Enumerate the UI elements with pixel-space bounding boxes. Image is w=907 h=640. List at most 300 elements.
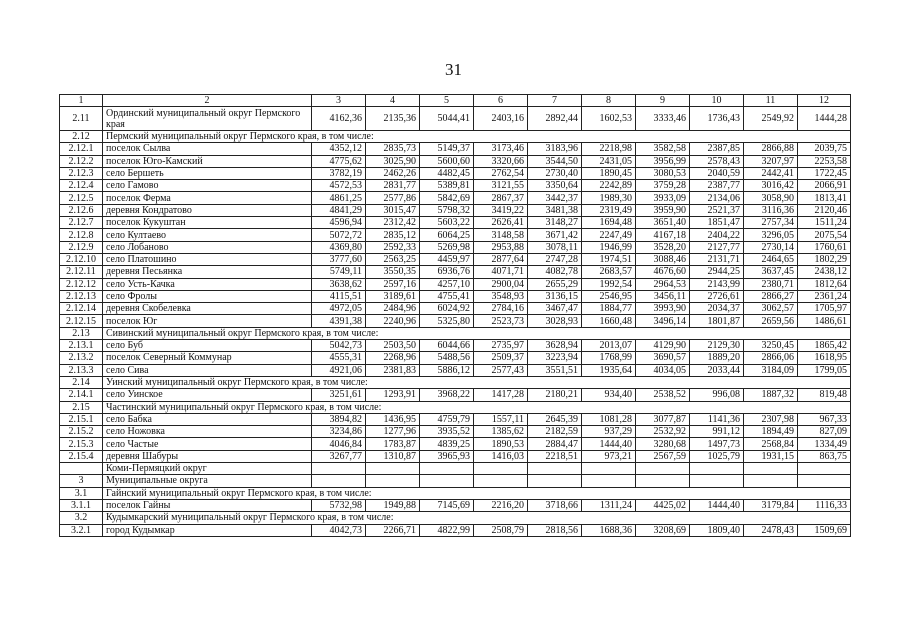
row-number: 2.14.1 bbox=[60, 389, 103, 401]
settlement-name: поселок Сылва bbox=[103, 143, 312, 155]
value-cell: 3088,46 bbox=[636, 253, 690, 265]
value-cell: 5603,22 bbox=[420, 217, 474, 229]
value-cell: 1025,79 bbox=[690, 450, 744, 462]
value-cell: 3320,66 bbox=[474, 155, 528, 167]
table-row bbox=[60, 413, 851, 425]
row-number: 2.12.10 bbox=[60, 253, 103, 265]
value-cell: 4391,38 bbox=[312, 315, 366, 327]
value-cell: 3184,09 bbox=[744, 364, 798, 376]
settlement-name: село Гамово bbox=[103, 180, 312, 192]
value-cell: 1416,03 bbox=[474, 450, 528, 462]
value-cell: 967,33 bbox=[798, 413, 851, 425]
empty-cell bbox=[690, 475, 744, 487]
column-header: 12 bbox=[798, 95, 851, 107]
table-row bbox=[60, 303, 851, 315]
value-cell: 1812,64 bbox=[798, 278, 851, 290]
value-cell: 2242,89 bbox=[582, 180, 636, 192]
value-cell: 2866,27 bbox=[744, 290, 798, 302]
value-cell: 1890,45 bbox=[582, 167, 636, 179]
value-cell: 3965,93 bbox=[420, 450, 474, 462]
empty-cell bbox=[474, 475, 528, 487]
empty-cell bbox=[366, 463, 420, 475]
value-cell: 1334,49 bbox=[798, 438, 851, 450]
empty-cell bbox=[420, 463, 474, 475]
value-cell: 3651,40 bbox=[636, 217, 690, 229]
value-cell: 1602,53 bbox=[582, 107, 636, 131]
value-cell: 4572,53 bbox=[312, 180, 366, 192]
value-cell: 1949,88 bbox=[366, 499, 420, 511]
settlement-name: поселок Гайны bbox=[103, 499, 312, 511]
value-cell: 2180,21 bbox=[528, 389, 582, 401]
table-row bbox=[60, 450, 851, 462]
value-cell: 4082,78 bbox=[528, 266, 582, 278]
value-cell: 4482,45 bbox=[420, 167, 474, 179]
value-cell: 3078,11 bbox=[528, 241, 582, 253]
value-cell: 3959,90 bbox=[636, 204, 690, 216]
row-number: 2.13 bbox=[60, 327, 103, 339]
value-cell: 2818,56 bbox=[528, 524, 582, 536]
value-cell: 934,40 bbox=[582, 389, 636, 401]
table-row bbox=[60, 253, 851, 265]
settlement-name: село Ножовка bbox=[103, 426, 312, 438]
value-cell: 5886,12 bbox=[420, 364, 474, 376]
empty-cell bbox=[474, 463, 528, 475]
column-header: 10 bbox=[690, 95, 744, 107]
value-cell: 2730,40 bbox=[528, 167, 582, 179]
row-number: 2.13.3 bbox=[60, 364, 103, 376]
settlement-name: село Сива bbox=[103, 364, 312, 376]
value-cell: 3759,28 bbox=[636, 180, 690, 192]
value-cell: 5269,98 bbox=[420, 241, 474, 253]
empty-cell bbox=[690, 463, 744, 475]
value-cell: 2831,77 bbox=[366, 180, 420, 192]
value-cell: 1946,99 bbox=[582, 241, 636, 253]
value-cell: 1801,87 bbox=[690, 315, 744, 327]
value-cell: 2312,42 bbox=[366, 217, 420, 229]
value-cell: 2964,53 bbox=[636, 278, 690, 290]
value-cell: 2478,43 bbox=[744, 524, 798, 536]
settlement-name: поселок Северный Коммунар bbox=[103, 352, 312, 364]
row-number: 2.15.3 bbox=[60, 438, 103, 450]
value-cell: 1116,33 bbox=[798, 499, 851, 511]
value-cell: 3080,53 bbox=[636, 167, 690, 179]
value-cell: 2730,14 bbox=[744, 241, 798, 253]
value-cell: 2866,88 bbox=[744, 143, 798, 155]
value-cell: 3550,35 bbox=[366, 266, 420, 278]
value-cell: 1783,87 bbox=[366, 438, 420, 450]
value-cell: 2135,36 bbox=[366, 107, 420, 131]
value-cell: 1887,32 bbox=[744, 389, 798, 401]
value-cell: 827,09 bbox=[798, 426, 851, 438]
row-number: 2.12.4 bbox=[60, 180, 103, 192]
value-cell: 1444,40 bbox=[582, 438, 636, 450]
row-number: 2.12.3 bbox=[60, 167, 103, 179]
value-cell: 1444,28 bbox=[798, 107, 851, 131]
table-row bbox=[60, 217, 851, 229]
empty-cell bbox=[312, 463, 366, 475]
value-cell: 4034,05 bbox=[636, 364, 690, 376]
value-cell: 2127,77 bbox=[690, 241, 744, 253]
value-cell: 3183,96 bbox=[528, 143, 582, 155]
value-cell: 2645,39 bbox=[528, 413, 582, 425]
value-cell: 1889,20 bbox=[690, 352, 744, 364]
value-cell: 2877,64 bbox=[474, 253, 528, 265]
value-cell: 3894,82 bbox=[312, 413, 366, 425]
value-cell: 2567,59 bbox=[636, 450, 690, 462]
value-cell: 2387,77 bbox=[690, 180, 744, 192]
value-cell: 2726,61 bbox=[690, 290, 744, 302]
value-cell: 3777,60 bbox=[312, 253, 366, 265]
row-number: 2.13.2 bbox=[60, 352, 103, 364]
value-cell: 4459,97 bbox=[420, 253, 474, 265]
row-number: 2.12.6 bbox=[60, 204, 103, 216]
value-cell: 2835,12 bbox=[366, 229, 420, 241]
value-cell: 2784,16 bbox=[474, 303, 528, 315]
value-cell: 1509,69 bbox=[798, 524, 851, 536]
value-cell: 6936,76 bbox=[420, 266, 474, 278]
value-cell: 3016,42 bbox=[744, 180, 798, 192]
column-header: 1 bbox=[60, 95, 103, 107]
value-cell: 2129,30 bbox=[690, 340, 744, 352]
value-cell: 2835,73 bbox=[366, 143, 420, 155]
value-cell: 1141,36 bbox=[690, 413, 744, 425]
value-cell: 4352,12 bbox=[312, 143, 366, 155]
value-cell: 2380,71 bbox=[744, 278, 798, 290]
value-cell: 1705,97 bbox=[798, 303, 851, 315]
value-cell: 2597,16 bbox=[366, 278, 420, 290]
value-cell: 3456,11 bbox=[636, 290, 690, 302]
section-title: Коми-Пермяцкий округ bbox=[103, 463, 312, 475]
value-cell: 5044,41 bbox=[420, 107, 474, 131]
value-cell: 2747,28 bbox=[528, 253, 582, 265]
value-cell: 4046,84 bbox=[312, 438, 366, 450]
value-cell: 819,48 bbox=[798, 389, 851, 401]
row-number: 2.14 bbox=[60, 376, 103, 388]
empty-cell bbox=[528, 475, 582, 487]
row-number: 2.12.13 bbox=[60, 290, 103, 302]
value-cell: 2503,50 bbox=[366, 340, 420, 352]
settlement-name: деревня Шабуры bbox=[103, 450, 312, 462]
value-cell: 2131,71 bbox=[690, 253, 744, 265]
value-cell: 1081,28 bbox=[582, 413, 636, 425]
value-cell: 3582,58 bbox=[636, 143, 690, 155]
table-row bbox=[60, 352, 851, 364]
value-cell: 2404,22 bbox=[690, 229, 744, 241]
row-number: 2.12.14 bbox=[60, 303, 103, 315]
table-row bbox=[60, 524, 851, 536]
row-number: 3.2.1 bbox=[60, 524, 103, 536]
value-cell: 1931,15 bbox=[744, 450, 798, 462]
value-cell: 5325,80 bbox=[420, 315, 474, 327]
value-cell: 2953,88 bbox=[474, 241, 528, 253]
value-cell: 937,29 bbox=[582, 426, 636, 438]
value-cell: 1894,49 bbox=[744, 426, 798, 438]
value-cell: 3077,87 bbox=[636, 413, 690, 425]
value-cell: 1736,43 bbox=[690, 107, 744, 131]
page-number: 31 bbox=[445, 60, 462, 79]
value-cell: 1935,64 bbox=[582, 364, 636, 376]
row-number: 2.15.2 bbox=[60, 426, 103, 438]
row-number: 2.15.4 bbox=[60, 450, 103, 462]
value-cell: 2034,37 bbox=[690, 303, 744, 315]
value-cell: 2216,20 bbox=[474, 499, 528, 511]
table-row bbox=[60, 315, 851, 327]
value-cell: 4921,06 bbox=[312, 364, 366, 376]
value-cell: 2266,71 bbox=[366, 524, 420, 536]
table-row bbox=[60, 499, 851, 511]
group-title: Частинский муниципальный округ Пермского края, в том числе: bbox=[103, 401, 851, 413]
value-cell: 2508,79 bbox=[474, 524, 528, 536]
value-cell: 5072,72 bbox=[312, 229, 366, 241]
table-row bbox=[60, 107, 851, 131]
value-cell: 3116,36 bbox=[744, 204, 798, 216]
value-cell: 2039,75 bbox=[798, 143, 851, 155]
row-number: 2.11 bbox=[60, 107, 103, 131]
row-number: 2.12.2 bbox=[60, 155, 103, 167]
value-cell: 5042,73 bbox=[312, 340, 366, 352]
settlement-name: поселок Юг bbox=[103, 315, 312, 327]
value-cell: 3333,46 bbox=[636, 107, 690, 131]
table-body bbox=[60, 95, 851, 537]
value-cell: 863,75 bbox=[798, 450, 851, 462]
value-cell: 2592,33 bbox=[366, 241, 420, 253]
settlement-name: село Частые bbox=[103, 438, 312, 450]
value-cell: 3250,45 bbox=[744, 340, 798, 352]
value-cell: 4755,41 bbox=[420, 290, 474, 302]
value-cell: 2867,37 bbox=[474, 192, 528, 204]
row-number: 2.15.1 bbox=[60, 413, 103, 425]
value-cell: 3467,47 bbox=[528, 303, 582, 315]
value-cell: 6024,92 bbox=[420, 303, 474, 315]
value-cell: 4425,02 bbox=[636, 499, 690, 511]
table-row bbox=[60, 204, 851, 216]
value-cell: 5798,32 bbox=[420, 204, 474, 216]
empty-cell bbox=[312, 475, 366, 487]
value-cell: 3690,57 bbox=[636, 352, 690, 364]
value-cell: 5749,11 bbox=[312, 266, 366, 278]
settlement-name: село Уинское bbox=[103, 389, 312, 401]
value-cell: 1444,40 bbox=[690, 499, 744, 511]
group-title: Кудымкарский муниципальный округ Пермского края, в том числе: bbox=[103, 512, 851, 524]
value-cell: 2655,29 bbox=[528, 278, 582, 290]
group-title: Пермский муниципальный округ Пермского края, в том числе: bbox=[103, 131, 851, 143]
table-row bbox=[60, 131, 851, 143]
row-number: 2.12.8 bbox=[60, 229, 103, 241]
value-cell: 1802,29 bbox=[798, 253, 851, 265]
value-cell: 4759,79 bbox=[420, 413, 474, 425]
value-cell: 2438,12 bbox=[798, 266, 851, 278]
value-cell: 3544,50 bbox=[528, 155, 582, 167]
table-row bbox=[60, 278, 851, 290]
value-cell: 2549,92 bbox=[744, 107, 798, 131]
row-number: 2.12 bbox=[60, 131, 103, 143]
value-cell: 3637,45 bbox=[744, 266, 798, 278]
empty-cell bbox=[528, 463, 582, 475]
value-cell: 4972,05 bbox=[312, 303, 366, 315]
settlement-name: поселок Ферма bbox=[103, 192, 312, 204]
value-cell: 1385,62 bbox=[474, 426, 528, 438]
value-cell: 5842,69 bbox=[420, 192, 474, 204]
value-cell: 2075,54 bbox=[798, 229, 851, 241]
column-header: 6 bbox=[474, 95, 528, 107]
row-number: 2.12.15 bbox=[60, 315, 103, 327]
empty-cell bbox=[582, 475, 636, 487]
settlement-name: село Буб bbox=[103, 340, 312, 352]
row-number: 2.13.1 bbox=[60, 340, 103, 352]
table-row bbox=[60, 487, 851, 499]
value-cell: 4167,18 bbox=[636, 229, 690, 241]
value-cell: 2013,07 bbox=[582, 340, 636, 352]
value-cell: 3015,47 bbox=[366, 204, 420, 216]
row-number: 2.12.5 bbox=[60, 192, 103, 204]
empty-cell bbox=[744, 475, 798, 487]
value-cell: 1799,05 bbox=[798, 364, 851, 376]
value-cell: 3062,57 bbox=[744, 303, 798, 315]
value-cell: 2307,98 bbox=[744, 413, 798, 425]
value-cell: 2762,54 bbox=[474, 167, 528, 179]
value-cell: 4115,51 bbox=[312, 290, 366, 302]
settlement-name: село Лобаново bbox=[103, 241, 312, 253]
value-cell: 1557,11 bbox=[474, 413, 528, 425]
value-cell: 991,12 bbox=[690, 426, 744, 438]
value-cell: 4775,62 bbox=[312, 155, 366, 167]
column-header: 11 bbox=[744, 95, 798, 107]
value-cell: 2884,47 bbox=[528, 438, 582, 450]
value-cell: 1688,36 bbox=[582, 524, 636, 536]
row-number: 3.1 bbox=[60, 487, 103, 499]
table-row bbox=[60, 192, 851, 204]
value-cell: 2218,98 bbox=[582, 143, 636, 155]
value-cell: 2403,16 bbox=[474, 107, 528, 131]
table-row bbox=[60, 167, 851, 179]
value-cell: 2626,41 bbox=[474, 217, 528, 229]
table-row bbox=[60, 426, 851, 438]
settlement-name: поселок Кукуштан bbox=[103, 217, 312, 229]
value-cell: 2033,44 bbox=[690, 364, 744, 376]
row-number: 2.12.11 bbox=[60, 266, 103, 278]
value-cell: 4839,25 bbox=[420, 438, 474, 450]
value-cell: 2659,56 bbox=[744, 315, 798, 327]
value-cell: 2521,37 bbox=[690, 204, 744, 216]
value-cell: 4861,25 bbox=[312, 192, 366, 204]
value-cell: 7145,69 bbox=[420, 499, 474, 511]
value-cell: 5488,56 bbox=[420, 352, 474, 364]
value-cell: 2387,85 bbox=[690, 143, 744, 155]
value-cell: 3234,86 bbox=[312, 426, 366, 438]
value-cell: 4042,73 bbox=[312, 524, 366, 536]
value-cell: 2218,51 bbox=[528, 450, 582, 462]
row-number: 2.12.1 bbox=[60, 143, 103, 155]
settlement-name: деревня Кондратово bbox=[103, 204, 312, 216]
table-row bbox=[60, 475, 851, 487]
value-cell: 3638,62 bbox=[312, 278, 366, 290]
value-cell: 1311,24 bbox=[582, 499, 636, 511]
value-cell: 4822,99 bbox=[420, 524, 474, 536]
section-title: Муниципальные округа bbox=[103, 475, 312, 487]
empty-cell bbox=[744, 463, 798, 475]
value-cell: 3251,61 bbox=[312, 389, 366, 401]
table-row bbox=[60, 143, 851, 155]
table-row bbox=[60, 463, 851, 475]
value-cell: 2509,37 bbox=[474, 352, 528, 364]
value-cell: 4162,36 bbox=[312, 107, 366, 131]
value-cell: 2568,84 bbox=[744, 438, 798, 450]
value-cell: 3267,77 bbox=[312, 450, 366, 462]
value-cell: 3148,58 bbox=[474, 229, 528, 241]
value-cell: 2253,58 bbox=[798, 155, 851, 167]
value-cell: 2319,49 bbox=[582, 204, 636, 216]
table-row bbox=[60, 290, 851, 302]
value-cell: 1694,48 bbox=[582, 217, 636, 229]
value-cell: 2268,96 bbox=[366, 352, 420, 364]
value-cell: 3208,69 bbox=[636, 524, 690, 536]
value-cell: 1722,45 bbox=[798, 167, 851, 179]
value-cell: 3058,90 bbox=[744, 192, 798, 204]
value-cell: 3189,61 bbox=[366, 290, 420, 302]
value-cell: 1768,99 bbox=[582, 352, 636, 364]
value-cell: 1511,24 bbox=[798, 217, 851, 229]
column-header: 2 bbox=[103, 95, 312, 107]
value-cell: 5732,98 bbox=[312, 499, 366, 511]
value-cell: 2735,97 bbox=[474, 340, 528, 352]
empty-cell bbox=[582, 463, 636, 475]
value-cell: 4369,80 bbox=[312, 241, 366, 253]
table-row bbox=[60, 512, 851, 524]
settlement-name: село Култаево bbox=[103, 229, 312, 241]
value-cell: 2892,44 bbox=[528, 107, 582, 131]
value-cell: 3671,42 bbox=[528, 229, 582, 241]
value-cell: 1497,73 bbox=[690, 438, 744, 450]
value-cell: 1277,96 bbox=[366, 426, 420, 438]
value-cell: 3028,93 bbox=[528, 315, 582, 327]
value-cell: 3481,38 bbox=[528, 204, 582, 216]
value-cell: 3782,19 bbox=[312, 167, 366, 179]
value-cell: 1417,28 bbox=[474, 389, 528, 401]
table-row bbox=[60, 340, 851, 352]
empty-cell bbox=[798, 475, 851, 487]
value-cell: 3350,64 bbox=[528, 180, 582, 192]
value-cell: 2247,49 bbox=[582, 229, 636, 241]
value-cell: 3025,90 bbox=[366, 155, 420, 167]
value-cell: 1865,42 bbox=[798, 340, 851, 352]
value-cell: 1660,48 bbox=[582, 315, 636, 327]
group-title: Сивинский муниципальный округ Пермского края, в том числе: bbox=[103, 327, 851, 339]
value-cell: 973,21 bbox=[582, 450, 636, 462]
column-header: 7 bbox=[528, 95, 582, 107]
settlement-name: село Платошино bbox=[103, 253, 312, 265]
empty-cell bbox=[636, 475, 690, 487]
value-cell: 2120,46 bbox=[798, 204, 851, 216]
value-cell: 2134,06 bbox=[690, 192, 744, 204]
value-cell: 5600,60 bbox=[420, 155, 474, 167]
row-number bbox=[60, 463, 103, 475]
table-row bbox=[60, 327, 851, 339]
table-row bbox=[60, 401, 851, 413]
value-cell: 2683,57 bbox=[582, 266, 636, 278]
value-cell: 3956,99 bbox=[636, 155, 690, 167]
value-cell: 2757,34 bbox=[744, 217, 798, 229]
value-cell: 2442,41 bbox=[744, 167, 798, 179]
value-cell: 4676,60 bbox=[636, 266, 690, 278]
settlement-name: село Усть-Качка bbox=[103, 278, 312, 290]
table-row bbox=[60, 376, 851, 388]
value-cell: 1992,54 bbox=[582, 278, 636, 290]
value-cell: 1293,91 bbox=[366, 389, 420, 401]
row-number: 2.12.12 bbox=[60, 278, 103, 290]
value-cell: 5149,37 bbox=[420, 143, 474, 155]
value-cell: 2484,96 bbox=[366, 303, 420, 315]
value-cell: 3148,27 bbox=[528, 217, 582, 229]
